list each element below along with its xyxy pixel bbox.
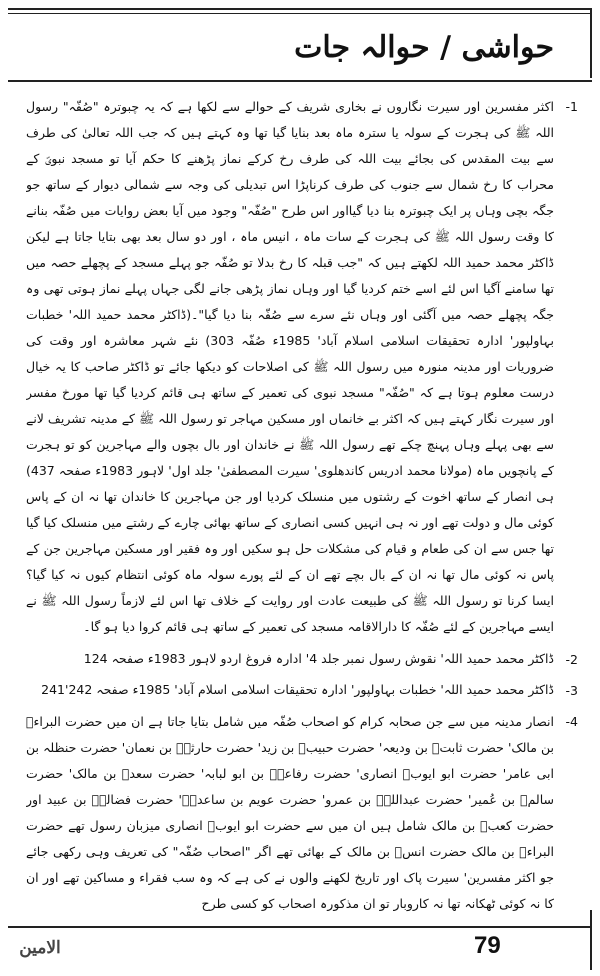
publication-logo: الامین [19,938,61,958]
note-number: -2 [565,652,578,667]
notes-content [26,94,578,916]
note-text: ڈاکٹر محمد حمید اللہ' نقوش رسول نمبر جلد 4' ادارہ فروغ اردو لاہور 1983ء صفحہ 124 [83,651,554,666]
note-4 [26,709,578,916]
note-number: -1 [565,99,578,114]
page-number: 79 [474,932,501,959]
note-text: ڈاکٹر محمد حمید اللہ' خطبات بہاولپور' ادارہ تحقیقات اسلامی اسلام آباد' 1985ء صفحہ 242'241 [41,682,554,697]
right-border-bottom [590,910,592,970]
top-border [8,8,592,14]
note-text: اکثر مفسرین اور سیرت نگاروں نے بخاری شریف کے حوالے سے لکھا ہے کہ یہ چبوترہ "صُفّہ" رسول اللہ ﷺ کی ہجرت کے سولہ یا سترہ ماہ بعد بنایا گیا تھا وہ کہتے ہیں کہ جب اللہ تعالیٰ کی طرف سے بیت المقدس کی بجائے بیت اللہ کی طرف رخ کرکے نماز پڑھنے کا حکم آیا تو مسجد نبویؐ کے محراب کا رخ شمال سے جنوب کی طرف کرناپڑا اس تبدیلی کی وجہ سے شمالی دیوار کے ساتھ جو جگہ بچی وہاں پر ایک چبوترہ بنا دیا گیااور اس طرح "صُفّہ" وجود میں آیا بعض روایات میں صُفّہ بنانے کا وقت رسول اللہ ﷺ کی ہجرت کے سات ماہ ، انیس ماہ ، اور دو سال بعد بھی بتایا جاتا ہے لیکن ڈاکٹر محمد حمید اللہ لکھتے ہیں کہ "جب قبلہ کا رخ بدلا تو صُفّہ جو پہلے مسجد کے پچھلے حصہ میں تھا سامنے آگیا اس لئے اسے ختم کردیا گیا اور وہاں نماز پڑھی جانے لگی جہاں پہلے نماز ہوتی تھی وہ جگہ پچھلے حصہ میں آگئی اور وہاں نئے سرے سے صُفّہ بنا دیا گیا"۔(ڈاکٹر محمد حمید اللہ' خطبات بہاولپور' ادارہ تحقیقات اسلامی اسلام آباد' 1985ء صُفّہ 303) نئے شہر معاشرہ اور وقت کی ضروریات اور مدینہ منورہ میں رسول اللہ ﷺ کی اصلاحات کو دیکھا جائے تو ڈاکٹر صاحب کا یہ خیال درست معلوم ہوتا ہے کہ "صُفّہ" مسجد نبوی کی تعمیر کے ساتھ ہی قائم کردیا گیا تھا مورخ مفسر اور سیرت نگار کہتے ہیں کہ اکثر بے خانماں اور مسکین مہاجر تو رسول اللہ ﷺ کے مدینہ تشریف لانے سے بھی پہلے وہاں پہنچ چکے تھے رسول اللہ ﷺ نے خاندان اور بال بچوں والے مہاجرین کو تو ہجرت کے پانچویں ماہ (مولانا محمد ادریس کاندھلوی' سیرت المصطفیٰ' جلد اول' لاہور 1983ء صفحہ 437) ہی انصار کے ساتھ اخوت کے رشتوں میں منسلک کردیا اور جن مہاجرین کا خاندان تھا نہ ان کے پاس کوئی مال و دولت تھے اور نہ ہی انہیں کسی انصاری کے ساتھ بھائی چارے کے رشتے میں منسلک کیا گیا تھا جس سے ان کی طعام و قیام کی مشکلات حل ہو سکیں اور وہ فقیر اور مسکین مہاجرین جن کے پاس نہ کوئی مال تھا نہ ان کے بال بچے تھے ان کے لئے پورے سولہ ماہ کوئی انتظام کیوں نہ کیا گیا؟ ایسا کرنا تو رسول اللہ ﷺ کی طبیعت عادت اور روایت کے خلاف تھا اس لئے لازماً رسول اللہ ﷺ نے ایسے مہاجرین کے لئے صُفّہ کا دارالاقامہ مسجد کی تعمیر کے ساتھ ہی قائم کروا دیا ہو گا۔ [26,99,554,634]
note-number: -3 [565,683,578,698]
footer-divider [8,926,592,928]
note-1 [26,94,578,640]
right-border-top [590,8,592,78]
note-2 [26,647,578,671]
note-number: -4 [565,714,578,729]
note-text: انصار مدینہ میں سے جن صحابہ کرام کو اصحاب صُفّہ میں شامل بتایا جاتا ہے ان میں حضرت البراءؓ بن مالک' حضرت ثابتؓ بن ودیعہ' حضرت حبیبؓ بن زید' حضرت حارثہؓ بن نعمان' حضرت حنظلہ بن ابی عامر' حضرت ابو ایوبؓ انصاری' حضرت رفاعہؓ بن ابو لبابہ' حضرت سعدؓ بن مالک' حضرت سالمؓ بن عُمیر' حضرت عبداللہؓ بن عمرو' حضرت عویم بن ساعدہؓ' حضرت فضالہؓ بن عبید اور حضرت کعبؓ بن مالک شامل ہیں ان میں سے حضرت ابو ایوبؓ انصاری میزبان رسول تھے حضرت البراءؓ بن مالک حضرت انسؓ بن مالک کے بھائی تھے اگر "اصحاب صُفّہ" کی تعریف وہی رکھی جائے جو اکثر مفسرین' سیرت پاک اور تاریخ لکھنے والوں نے کی ہے کہ وہ سب فقراء و مساکین تھے اور ان کا نہ کوئی ٹھکانہ تھا نہ کاروبار تو ان مذکورہ اصحاب کو کسی طرح [26,714,554,911]
page-title: حواشی / حوالہ جات [294,30,554,65]
title-divider [8,80,592,82]
note-3 [26,678,578,702]
